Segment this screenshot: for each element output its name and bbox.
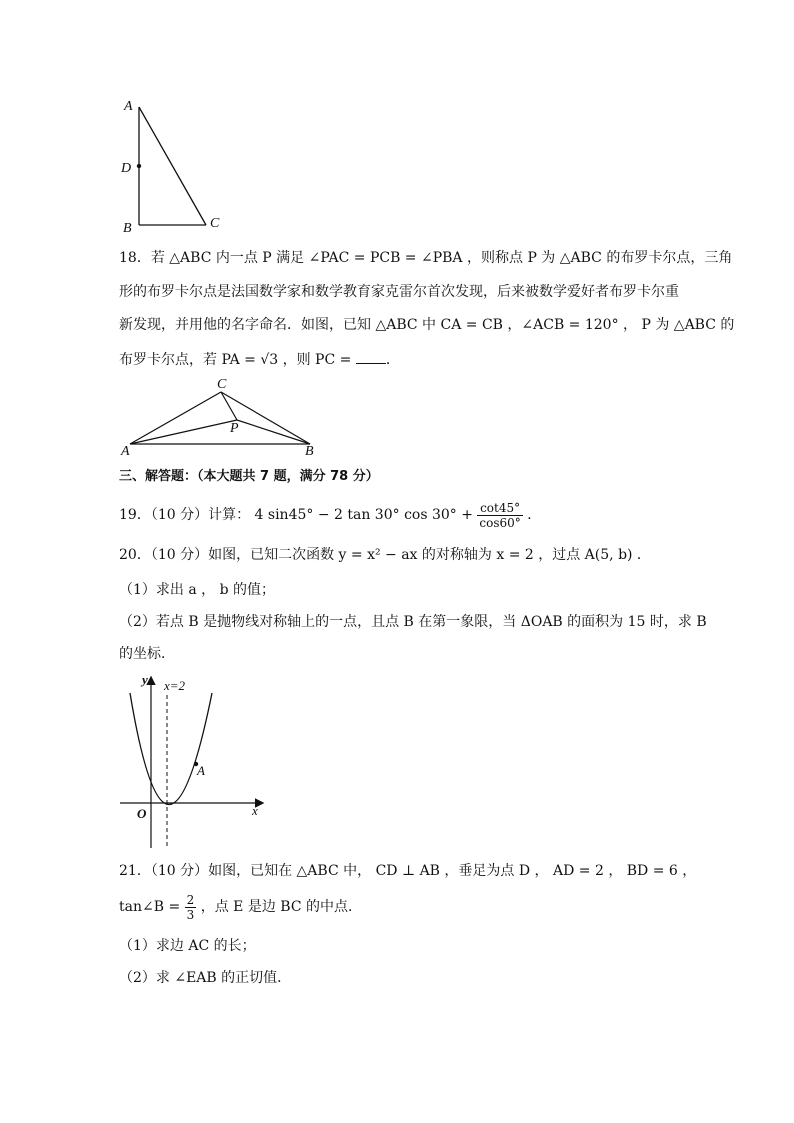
q19-prefix: 19．（10 分）计算： 4 sin45° − 2 tan 30° cos 30° + <box>119 507 478 523</box>
point-label-b: B <box>305 444 314 459</box>
q20-part-1: （1）求出 a ， b 的值； <box>119 582 276 598</box>
q18-line-2: 形的布罗卡尔点是法国数学家和数学教育家克雷尔首次发现，后来被数学爱好者布罗卡尔重 <box>119 284 679 300</box>
point-label-d: D <box>121 161 132 176</box>
point-label-a: A <box>197 763 205 778</box>
q18-line-3: 新发现，并用他的名字命名．如图，已知 △ABC 中 CA = CB ，∠ACB = 120° ， P 为 △ABC 的 <box>119 317 735 333</box>
q19-suffix: ． <box>522 507 542 523</box>
x-axis-label: x <box>252 803 258 818</box>
q18-line-1: 18．若 △ABC 内一点 P 满足 ∠PAC = PCB = ∠PBA ，则称点 P 为 △ABC 的布罗卡尔点，三角 <box>119 250 733 266</box>
point-label-p: P <box>230 421 239 436</box>
point-label-a: A <box>124 99 133 114</box>
q21-line-2-suffix: ，点 E 是边 BC 的中点． <box>196 899 363 915</box>
axis-equation-label: x=2 <box>164 678 186 693</box>
q21-fraction-denominator: 3 <box>186 907 195 922</box>
q21-fraction-numerator: 2 <box>186 892 195 907</box>
q21-line-2 <box>119 891 362 923</box>
q19-fraction-numerator: cot45° <box>477 501 522 516</box>
point-label-a: A <box>121 444 130 459</box>
point-label-c: C <box>217 377 227 392</box>
q21-line-1: 21．（10 分）如图，已知在 △ABC 中， CD ⊥ AB ，垂足为点 D ， AD = 2 ， BD = 6 ， <box>119 863 697 879</box>
q21-part-1: （1）求边 AC 的长； <box>119 938 256 954</box>
point-label-b: B <box>123 221 132 236</box>
q21-part-2: （2）求 ∠EAB 的正切值． <box>119 970 292 986</box>
q21-line-2-prefix: tan∠B = <box>119 899 185 915</box>
y-axis-label: y <box>142 672 148 687</box>
section-heading: 三、解答题：（本大题共 7 题，满分 78 分） <box>119 469 379 484</box>
q20-part-2-line-2: 的坐标． <box>119 646 175 662</box>
q18-line-4-text: 布罗卡尔点，若 PA = √3 ，则 PC = <box>119 352 356 368</box>
origin-label: O <box>137 806 147 821</box>
q21-fraction <box>185 893 197 922</box>
q20-part-2-line-1: （2）若点 B 是抛物线对称轴上的一点，且点 B 在第一象限，当 ΔOAB 的面积为 15 时，求 B <box>119 614 707 630</box>
q20-line-1: 20．（10 分）如图，已知二次函数 y = x² − ax 的对称轴为 x = 2 ，过点 A(5, b) ． <box>119 547 651 563</box>
q19-fraction-denominator: cos60° <box>479 515 521 530</box>
q18-line-4-end: ． <box>385 352 400 368</box>
point-label-c: C <box>210 216 220 231</box>
